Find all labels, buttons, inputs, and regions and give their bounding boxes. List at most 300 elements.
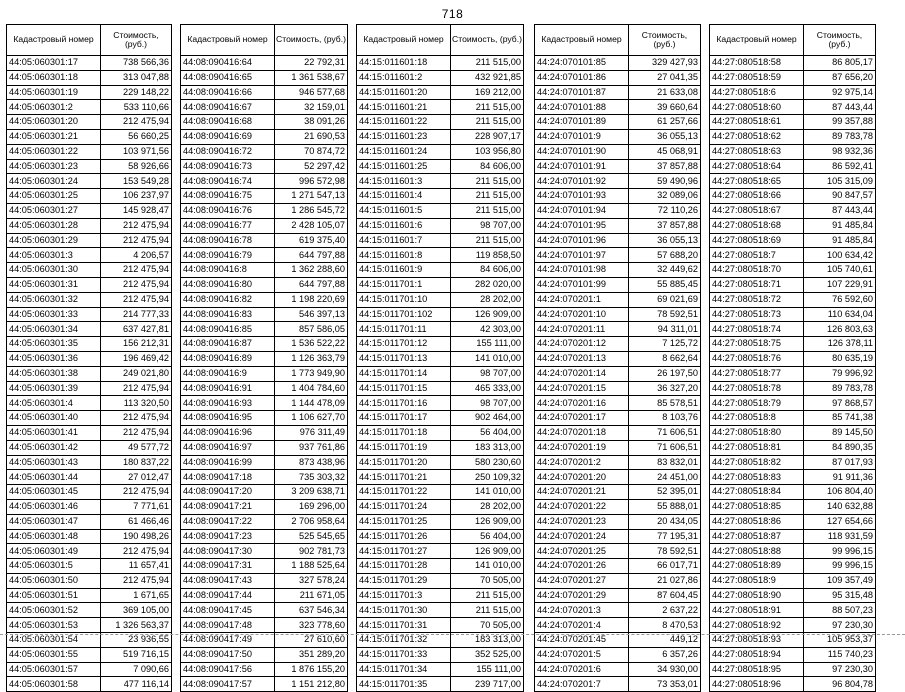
cadastral-number-cell: 44:05:060301:45 xyxy=(7,485,101,500)
table-row xyxy=(535,248,701,263)
cost-cell: 98 707,00 xyxy=(451,218,524,233)
cost-cell: 36 055,13 xyxy=(629,129,701,144)
cadastral-number-cell: 44:27:080518:65 xyxy=(710,174,804,189)
cost-cell: 55 885,45 xyxy=(629,277,701,292)
cost-cell: 211 515,00 xyxy=(451,100,524,115)
cost-cell: 1 188 525,64 xyxy=(275,559,348,574)
cadastral-number-cell: 44:05:060301:54 xyxy=(7,633,101,648)
table-row xyxy=(357,485,524,500)
cadastral-table-1 xyxy=(6,24,172,692)
table-row xyxy=(357,440,524,455)
cadastral-number-cell: 44:08:090417:57 xyxy=(181,677,275,692)
table-row xyxy=(181,144,348,159)
cadastral-number-cell: 44:08:090417:49 xyxy=(181,633,275,648)
table-row xyxy=(710,70,876,85)
cadastral-number-cell: 44:15:011701:31 xyxy=(357,618,451,633)
cadastral-number-cell: 44:24:070201:5 xyxy=(535,647,629,662)
table-row xyxy=(710,189,876,204)
table-row xyxy=(181,263,348,278)
table-row xyxy=(710,129,876,144)
table-row xyxy=(7,470,172,485)
cadastral-number-cell: 44:05:060301:41 xyxy=(7,425,101,440)
cadastral-number-cell: 44:24:070201:4 xyxy=(535,618,629,633)
cost-cell: 28 202,00 xyxy=(451,292,524,307)
table-row xyxy=(535,544,701,559)
table-row xyxy=(535,277,701,292)
cadastral-number-cell: 44:27:080518:86 xyxy=(710,514,804,529)
table-row xyxy=(181,56,348,71)
cadastral-number-cell: 44:27:080518:92 xyxy=(710,618,804,633)
cost-cell: 11 657,41 xyxy=(101,559,172,574)
table-row xyxy=(535,396,701,411)
cadastral-number-cell: 44:24:070101:95 xyxy=(535,218,629,233)
cost-cell: 103 971,56 xyxy=(101,144,172,159)
cadastral-number-cell: 44:27:080518:66 xyxy=(710,189,804,204)
cadastral-number-cell: 44:05:060301:28 xyxy=(7,218,101,233)
cadastral-number-cell: 44:15:011701:10 xyxy=(357,292,451,307)
cost-cell: 58 926,66 xyxy=(101,159,172,174)
cadastral-number-cell: 44:24:070201:27 xyxy=(535,573,629,588)
cadastral-number-cell: 44:15:011701:3 xyxy=(357,588,451,603)
cadastral-number-cell: 44:24:070201:17 xyxy=(535,411,629,426)
table-row xyxy=(181,322,348,337)
cost-cell: 91 485,84 xyxy=(804,218,876,233)
table-row xyxy=(710,411,876,426)
cadastral-number-cell: 44:08:090417:48 xyxy=(181,618,275,633)
table-row xyxy=(181,174,348,189)
table-row xyxy=(181,396,348,411)
cadastral-number-cell: 44:05:060301:43 xyxy=(7,455,101,470)
table-row xyxy=(535,174,701,189)
cost-cell: 21 690,53 xyxy=(275,129,348,144)
cadastral-number-cell: 44:27:080518:6 xyxy=(710,85,804,100)
cadastral-number-cell: 44:08:090416:85 xyxy=(181,322,275,337)
cost-cell: 519 716,15 xyxy=(101,647,172,662)
cadastral-number-cell: 44:08:090416:65 xyxy=(181,70,275,85)
cadastral-number-cell: 44:08:090417:31 xyxy=(181,559,275,574)
cadastral-number-cell: 44:05:060301:31 xyxy=(7,277,101,292)
cadastral-number-cell: 44:08:090417:44 xyxy=(181,588,275,603)
cost-cell: 119 858,50 xyxy=(451,248,524,263)
table-row xyxy=(357,203,524,218)
table-row xyxy=(7,544,172,559)
cost-cell: 99 357,88 xyxy=(804,115,876,130)
header-cadastral-number: Кадастровый номер xyxy=(181,25,275,56)
cost-cell: 155 111,00 xyxy=(451,662,524,677)
table-row xyxy=(7,203,172,218)
cadastral-number-cell: 44:15:011701:26 xyxy=(357,529,451,544)
table-row xyxy=(181,470,348,485)
cost-cell: 27 012,47 xyxy=(101,470,172,485)
cost-cell: 323 778,60 xyxy=(275,618,348,633)
table-row xyxy=(181,218,348,233)
cost-cell: 211 515,00 xyxy=(451,115,524,130)
table-row xyxy=(357,233,524,248)
cadastral-number-cell: 44:08:090416:80 xyxy=(181,277,275,292)
cost-cell: 211 515,00 xyxy=(451,603,524,618)
cadastral-number-cell: 44:15:011601:25 xyxy=(357,159,451,174)
table-row xyxy=(535,677,701,692)
table-row xyxy=(7,248,172,263)
table-row xyxy=(710,499,876,514)
table-row xyxy=(710,455,876,470)
cost-cell: 141 010,00 xyxy=(451,485,524,500)
cadastral-number-cell: 44:27:080518:88 xyxy=(710,544,804,559)
cost-cell: 27 041,35 xyxy=(629,70,701,85)
table-row xyxy=(181,129,348,144)
cost-cell: 1 361 538,67 xyxy=(275,70,348,85)
table-row xyxy=(357,559,524,574)
cost-cell: 351 289,20 xyxy=(275,647,348,662)
cost-cell: 239 717,00 xyxy=(451,677,524,692)
table-row xyxy=(710,351,876,366)
cadastral-number-cell: 44:05:060301:51 xyxy=(7,588,101,603)
cadastral-number-cell: 44:24:070201:1 xyxy=(535,292,629,307)
cost-cell: 52 297,42 xyxy=(275,159,348,174)
table-row xyxy=(7,263,172,278)
cost-cell: 183 313,00 xyxy=(451,633,524,648)
cost-cell: 21 633,08 xyxy=(629,85,701,100)
cadastral-number-cell: 44:05:060301:4 xyxy=(7,396,101,411)
table-row xyxy=(710,85,876,100)
header-cost: Стоимость, (руб.) xyxy=(101,25,172,56)
cost-cell: 86 592,41 xyxy=(804,159,876,174)
cost-cell: 546 397,13 xyxy=(275,307,348,322)
table-row xyxy=(181,189,348,204)
table-row xyxy=(357,662,524,677)
cost-cell: 113 320,50 xyxy=(101,396,172,411)
cadastral-number-cell: 44:08:090416:68 xyxy=(181,115,275,130)
table-row xyxy=(181,499,348,514)
table-row xyxy=(357,292,524,307)
cadastral-number-cell: 44:15:011701:13 xyxy=(357,351,451,366)
cost-cell: 1 773 949,90 xyxy=(275,366,348,381)
cost-cell: 98 707,00 xyxy=(451,366,524,381)
table-row xyxy=(357,573,524,588)
cadastral-number-cell: 44:05:060301:58 xyxy=(7,677,101,692)
table-row xyxy=(7,603,172,618)
table-row xyxy=(357,544,524,559)
cadastral-number-cell: 44:15:011701:16 xyxy=(357,396,451,411)
cost-cell: 156 212,31 xyxy=(101,337,172,352)
cost-cell: 85 741,38 xyxy=(804,411,876,426)
cost-cell: 55 888,01 xyxy=(629,499,701,514)
table-row xyxy=(710,277,876,292)
cadastral-number-cell: 44:15:011701:35 xyxy=(357,677,451,692)
cadastral-number-cell: 44:05:060301:53 xyxy=(7,618,101,633)
cost-cell: 71 606,51 xyxy=(629,440,701,455)
table-row xyxy=(710,248,876,263)
table-row xyxy=(710,159,876,174)
table-row xyxy=(357,677,524,692)
cadastral-number-cell: 44:27:080518:72 xyxy=(710,292,804,307)
cadastral-number-cell: 44:08:090416:67 xyxy=(181,100,275,115)
table-row xyxy=(357,514,524,529)
table-row xyxy=(535,425,701,440)
table-row xyxy=(535,307,701,322)
cost-cell: 644 797,88 xyxy=(275,248,348,263)
cadastral-number-cell: 44:27:080518:60 xyxy=(710,100,804,115)
cost-cell: 84 606,00 xyxy=(451,159,524,174)
cadastral-number-cell: 44:05:060301:20 xyxy=(7,115,101,130)
table-row xyxy=(7,366,172,381)
cadastral-number-cell: 44:05:060301:36 xyxy=(7,351,101,366)
cadastral-number-cell: 44:15:011601:8 xyxy=(357,248,451,263)
cost-cell: 155 111,00 xyxy=(451,337,524,352)
cost-cell: 83 832,01 xyxy=(629,455,701,470)
cadastral-number-cell: 44:24:070201:26 xyxy=(535,559,629,574)
cost-cell: 169 212,00 xyxy=(451,85,524,100)
table-row xyxy=(710,618,876,633)
table-row xyxy=(535,218,701,233)
cadastral-number-cell: 44:15:011701:20 xyxy=(357,455,451,470)
table-row xyxy=(7,499,172,514)
table-row xyxy=(7,159,172,174)
table-row xyxy=(357,115,524,130)
cost-cell: 22 792,31 xyxy=(275,56,348,71)
cost-cell: 36 327,20 xyxy=(629,381,701,396)
cost-cell: 99 996,15 xyxy=(804,544,876,559)
cost-cell: 196 469,42 xyxy=(101,351,172,366)
table-row xyxy=(181,248,348,263)
table-row xyxy=(535,411,701,426)
cost-cell: 126 909,00 xyxy=(451,514,524,529)
cost-cell: 72 110,26 xyxy=(629,203,701,218)
table-row xyxy=(535,144,701,159)
cost-cell: 211 515,00 xyxy=(451,203,524,218)
table-row xyxy=(181,662,348,677)
cadastral-number-cell: 44:27:080518:78 xyxy=(710,381,804,396)
table-row xyxy=(181,559,348,574)
cost-cell: 2 706 958,64 xyxy=(275,514,348,529)
cadastral-number-cell: 44:27:080518:79 xyxy=(710,396,804,411)
table-row xyxy=(357,603,524,618)
cadastral-number-cell: 44:08:090417:50 xyxy=(181,647,275,662)
cost-cell: 39 660,64 xyxy=(629,100,701,115)
cost-cell: 141 010,00 xyxy=(451,559,524,574)
cost-cell: 211 515,00 xyxy=(451,189,524,204)
cost-cell: 449,12 xyxy=(629,633,701,648)
cadastral-number-cell: 44:27:080518:94 xyxy=(710,647,804,662)
cost-cell: 212 475,94 xyxy=(101,411,172,426)
table-row xyxy=(357,396,524,411)
cadastral-number-cell: 44:24:070101:92 xyxy=(535,174,629,189)
cadastral-number-cell: 44:27:080518:75 xyxy=(710,337,804,352)
cadastral-table-3 xyxy=(356,24,524,692)
table-row xyxy=(357,529,524,544)
cadastral-number-cell: 44:24:070201:12 xyxy=(535,337,629,352)
cadastral-number-cell: 44:27:080518:82 xyxy=(710,455,804,470)
table-row xyxy=(357,381,524,396)
table-row xyxy=(7,677,172,692)
cadastral-number-cell: 44:15:011701:17 xyxy=(357,411,451,426)
cost-cell: 145 928,47 xyxy=(101,203,172,218)
cadastral-number-cell: 44:15:011601:21 xyxy=(357,100,451,115)
cost-cell: 141 010,00 xyxy=(451,351,524,366)
cadastral-number-cell: 44:27:080518:61 xyxy=(710,115,804,130)
cadastral-number-cell: 44:27:080518:76 xyxy=(710,351,804,366)
cadastral-number-cell: 44:15:011701:19 xyxy=(357,440,451,455)
table-row xyxy=(535,129,701,144)
cost-cell: 153 549,28 xyxy=(101,174,172,189)
cadastral-number-cell: 44:27:080518:70 xyxy=(710,263,804,278)
cost-cell: 1 362 288,60 xyxy=(275,263,348,278)
cost-cell: 211 515,00 xyxy=(451,233,524,248)
cost-cell: 26 197,50 xyxy=(629,366,701,381)
cadastral-number-cell: 44:24:070201:21 xyxy=(535,485,629,500)
table-row xyxy=(357,470,524,485)
cadastral-number-cell: 44:08:090417:20 xyxy=(181,485,275,500)
cost-cell: 637 546,34 xyxy=(275,603,348,618)
cost-cell: 92 975,14 xyxy=(804,85,876,100)
cost-cell: 78 592,51 xyxy=(629,544,701,559)
table-row xyxy=(357,85,524,100)
cadastral-number-cell: 44:08:090416:87 xyxy=(181,337,275,352)
table-row xyxy=(535,662,701,677)
table-row xyxy=(710,263,876,278)
table-row xyxy=(181,440,348,455)
cadastral-number-cell: 44:08:090416:75 xyxy=(181,189,275,204)
cadastral-number-cell: 44:15:011701:12 xyxy=(357,337,451,352)
table-row xyxy=(181,618,348,633)
cadastral-number-cell: 44:24:070201:19 xyxy=(535,440,629,455)
cadastral-number-cell: 44:08:090416:74 xyxy=(181,174,275,189)
cost-cell: 937 761,86 xyxy=(275,440,348,455)
cost-cell: 212 475,94 xyxy=(101,573,172,588)
table-row xyxy=(710,544,876,559)
cost-cell: 228 907,17 xyxy=(451,129,524,144)
cost-cell: 8 662,64 xyxy=(629,351,701,366)
table-row xyxy=(535,588,701,603)
table-row xyxy=(535,351,701,366)
cost-cell: 533 110,66 xyxy=(101,100,172,115)
cadastral-number-cell: 44:27:080518:64 xyxy=(710,159,804,174)
table-row xyxy=(710,573,876,588)
cost-cell: 56 404,00 xyxy=(451,529,524,544)
cadastral-number-cell: 44:24:070201:14 xyxy=(535,366,629,381)
cadastral-number-cell: 44:05:060301:27 xyxy=(7,203,101,218)
table-row xyxy=(7,277,172,292)
table-row xyxy=(181,233,348,248)
cost-cell: 1 286 545,72 xyxy=(275,203,348,218)
table-row xyxy=(357,248,524,263)
cadastral-number-cell: 44:08:090416:83 xyxy=(181,307,275,322)
table-row xyxy=(357,618,524,633)
cadastral-number-cell: 44:27:080518:80 xyxy=(710,425,804,440)
cadastral-number-cell: 44:24:070201:13 xyxy=(535,351,629,366)
cadastral-number-cell: 44:24:070101:91 xyxy=(535,159,629,174)
cadastral-number-cell: 44:24:070201:6 xyxy=(535,662,629,677)
table-row xyxy=(7,529,172,544)
cost-cell: 327 578,24 xyxy=(275,573,348,588)
cost-cell: 211 515,00 xyxy=(451,56,524,71)
table-row xyxy=(710,56,876,71)
cadastral-number-cell: 44:15:011701:27 xyxy=(357,544,451,559)
table-row xyxy=(357,366,524,381)
cost-cell: 976 311,49 xyxy=(275,425,348,440)
cost-cell: 250 109,32 xyxy=(451,470,524,485)
cost-cell: 212 475,94 xyxy=(101,233,172,248)
table-row xyxy=(710,233,876,248)
table-row xyxy=(357,307,524,322)
cost-cell: 103 956,80 xyxy=(451,144,524,159)
cadastral-number-cell: 44:27:080518:84 xyxy=(710,485,804,500)
cost-cell: 61 466,46 xyxy=(101,514,172,529)
table-row xyxy=(357,499,524,514)
cadastral-number-cell: 44:15:011601:5 xyxy=(357,203,451,218)
cost-cell: 61 257,66 xyxy=(629,115,701,130)
cost-cell: 71 606,51 xyxy=(629,425,701,440)
cadastral-number-cell: 44:24:070201:10 xyxy=(535,307,629,322)
cost-cell: 27 610,60 xyxy=(275,633,348,648)
cost-cell: 169 296,00 xyxy=(275,499,348,514)
cadastral-number-cell: 44:27:080518:59 xyxy=(710,70,804,85)
cadastral-number-cell: 44:05:060301:50 xyxy=(7,573,101,588)
table-row xyxy=(535,115,701,130)
cost-cell: 212 475,94 xyxy=(101,218,172,233)
table-row xyxy=(710,366,876,381)
cadastral-number-cell: 44:27:080518:90 xyxy=(710,588,804,603)
table-row xyxy=(710,470,876,485)
cost-cell: 857 586,05 xyxy=(275,322,348,337)
cost-cell: 23 936,55 xyxy=(101,633,172,648)
table-row xyxy=(357,129,524,144)
cadastral-number-cell: 44:08:090417:23 xyxy=(181,529,275,544)
cadastral-number-cell: 44:05:060301:42 xyxy=(7,440,101,455)
cadastral-table-2 xyxy=(180,24,348,692)
table-row xyxy=(7,322,172,337)
cost-cell: 190 498,26 xyxy=(101,529,172,544)
cadastral-number-cell: 44:27:080518:74 xyxy=(710,322,804,337)
cadastral-number-cell: 44:05:060301:46 xyxy=(7,499,101,514)
cadastral-number-cell: 44:15:011601:9 xyxy=(357,263,451,278)
cost-cell: 211 515,00 xyxy=(451,588,524,603)
cost-cell: 80 635,19 xyxy=(804,351,876,366)
cadastral-number-cell: 44:27:080518:91 xyxy=(710,603,804,618)
cost-cell: 352 525,00 xyxy=(451,647,524,662)
table-row xyxy=(181,677,348,692)
table-row xyxy=(710,203,876,218)
cadastral-number-cell: 44:24:070101:96 xyxy=(535,233,629,248)
header-cost: Стоимость, (руб.) xyxy=(275,25,348,56)
cost-cell: 94 311,01 xyxy=(629,322,701,337)
cadastral-number-cell: 44:05:060301:3 xyxy=(7,248,101,263)
table-row xyxy=(710,115,876,130)
cadastral-number-cell: 44:08:090416:72 xyxy=(181,144,275,159)
cadastral-number-cell: 44:24:070201:29 xyxy=(535,588,629,603)
cost-cell: 212 475,94 xyxy=(101,485,172,500)
cadastral-number-cell: 44:27:080518:68 xyxy=(710,218,804,233)
table-row xyxy=(7,514,172,529)
cadastral-number-cell: 44:15:011701:15 xyxy=(357,381,451,396)
cost-cell: 87 443,44 xyxy=(804,203,876,218)
cadastral-number-cell: 44:15:011601:3 xyxy=(357,174,451,189)
cadastral-number-cell: 44:15:011701:21 xyxy=(357,470,451,485)
table-row xyxy=(181,573,348,588)
table-row xyxy=(535,233,701,248)
cadastral-number-cell: 44:27:080518:85 xyxy=(710,499,804,514)
cadastral-number-cell: 44:08:090416:8 xyxy=(181,263,275,278)
cost-cell: 87 604,45 xyxy=(629,588,701,603)
cost-cell: 97 868,57 xyxy=(804,396,876,411)
scan-edge-line xyxy=(0,634,905,635)
table-row xyxy=(181,100,348,115)
cadastral-number-cell: 44:15:011601:6 xyxy=(357,218,451,233)
cadastral-number-cell: 44:24:070101:85 xyxy=(535,56,629,71)
table-row xyxy=(357,588,524,603)
table-row xyxy=(7,381,172,396)
cadastral-number-cell: 44:05:060301:32 xyxy=(7,292,101,307)
